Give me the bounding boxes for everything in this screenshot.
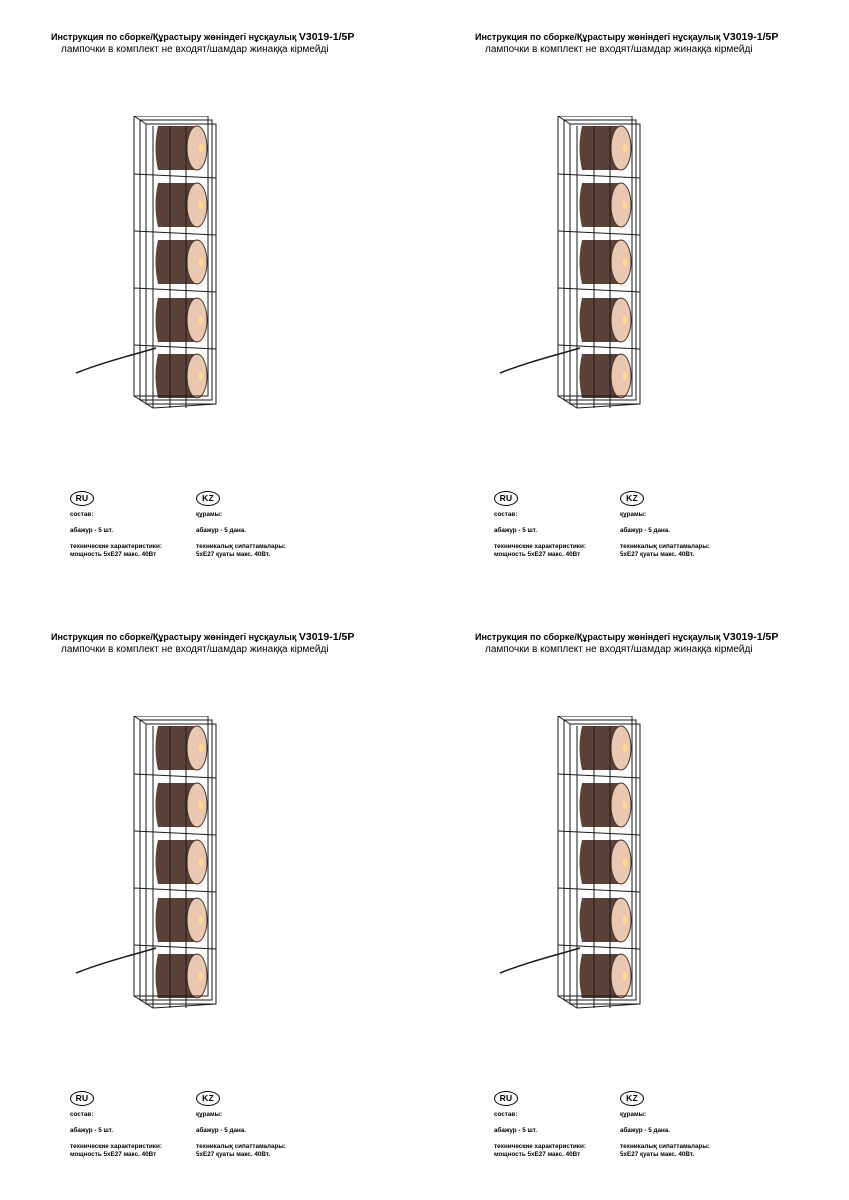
lamp-bulb-glow — [199, 316, 204, 324]
kz-composition-value: абажур - 5 дана. — [196, 527, 247, 534]
kz-specs-label: техникалық сипаттамалары: — [196, 1143, 286, 1150]
lamp-bulb-glow — [199, 916, 204, 924]
ru-language-badge: RU — [70, 1091, 94, 1106]
ru-language-badge: RU — [494, 491, 518, 506]
power-cable — [76, 948, 156, 973]
kz-specs-label: техникалық сипаттамалары: — [196, 543, 286, 550]
bulbs-not-included-note: лампочки в комплект не входят/шамдар жинаққа кірмейді — [485, 644, 753, 655]
bulbs-not-included-note: лампочки в комплект не входят/шамдар жинаққа кірмейді — [485, 44, 753, 55]
ru-composition-value: абажур - 5 шт. — [494, 527, 537, 534]
lamp-shade-opening — [611, 240, 631, 284]
lamp-shade-opening — [187, 726, 207, 770]
lamp-bulb-glow — [199, 258, 204, 266]
lamp-shade-opening — [611, 354, 631, 398]
lamp-shade-opening — [187, 840, 207, 884]
lamp-shade-opening — [187, 954, 207, 998]
floor-lamp-illustration — [498, 716, 658, 1016]
lamp-shade-opening — [187, 298, 207, 342]
model-number: V3019-1/5P — [298, 631, 355, 643]
kz-specs-value: 5хЕ27 қуаты макс. 40Вт. — [620, 1151, 695, 1158]
sheet-title: Инструкция по сборке/Құрастыру жөніндегі нұсқаулық V3019-1/5P — [475, 31, 779, 43]
lamp-bulb-glow — [623, 801, 628, 809]
ru-specs-label: технические характеристики: — [494, 543, 586, 550]
lamp-bulb-glow — [623, 972, 628, 980]
instruction-sheet-4 — [424, 600, 848, 1200]
instruction-sheet-1 — [0, 0, 424, 600]
ru-composition-value: абажур - 5 шт. — [70, 1127, 113, 1134]
kz-composition-value: абажур - 5 дана. — [196, 1127, 247, 1134]
kz-specs-label: техникалық сипаттамалары: — [620, 1143, 710, 1150]
power-cable — [500, 348, 580, 373]
ru-language-badge: RU — [494, 1091, 518, 1106]
floor-lamp-illustration — [498, 116, 658, 416]
bulbs-not-included-note: лампочки в комплект не входят/шамдар жинаққа кірмейді — [61, 644, 329, 655]
lamp-bulb-glow — [199, 372, 204, 380]
lamp-shade-opening — [611, 783, 631, 827]
lamp-shade-opening — [611, 298, 631, 342]
kz-specs-label: техникалық сипаттамалары: — [620, 543, 710, 550]
instruction-sheet-3 — [0, 600, 424, 1200]
ru-specs-value: мощность 5хЕ27 макс. 40Вт — [70, 1151, 157, 1158]
kz-composition-value: абажур - 5 дана. — [620, 1127, 671, 1134]
ru-specs-label: технические характеристики: — [70, 543, 162, 550]
lamp-bulb-glow — [199, 201, 204, 209]
lamp-shade-opening — [611, 183, 631, 227]
lamp-bulb-glow — [623, 144, 628, 152]
lamp-shade-opening — [611, 126, 631, 170]
ru-specs-value: мощность 5хЕ27 макс. 40Вт — [494, 1151, 581, 1158]
power-cable — [76, 348, 156, 373]
ru-specs-label: технические характеристики: — [70, 1143, 162, 1150]
kz-specs-value: 5хЕ27 қуаты макс. 40Вт. — [196, 551, 271, 558]
lamp-bulb-glow — [623, 372, 628, 380]
lamp-shade-opening — [187, 354, 207, 398]
ru-specs-label: технические характеристики: — [494, 1143, 586, 1150]
lamp-bulb-glow — [623, 316, 628, 324]
kz-composition-label: құрамы: — [196, 511, 223, 518]
lamp-shade-opening — [187, 240, 207, 284]
sheet-title: Инструкция по сборке/Құрастыру жөніндегі нұсқаулық V3019-1/5P — [51, 31, 355, 43]
kz-language-badge: KZ — [620, 491, 644, 506]
ru-composition-value: абажур - 5 шт. — [70, 527, 113, 534]
lamp-bulb-glow — [199, 744, 204, 752]
power-cable — [500, 948, 580, 973]
lamp-bulb-glow — [199, 972, 204, 980]
kz-language-badge: KZ — [620, 1091, 644, 1106]
sheet-title: Инструкция по сборке/Құрастыру жөніндегі нұсқаулық V3019-1/5P — [475, 631, 779, 643]
lamp-shade-opening — [611, 726, 631, 770]
ru-specs-value: мощность 5хЕ27 макс. 40Вт — [494, 551, 581, 558]
lamp-shade-opening — [611, 954, 631, 998]
bulbs-not-included-note: лампочки в комплект не входят/шамдар жинаққа кірмейді — [61, 44, 329, 55]
instruction-sheet-2 — [424, 0, 848, 600]
ru-composition-value: абажур - 5 шт. — [494, 1127, 537, 1134]
lamp-bulb-glow — [623, 258, 628, 266]
kz-composition-value: абажур - 5 дана. — [620, 527, 671, 534]
model-number: V3019-1/5P — [722, 31, 779, 43]
lamp-bulb-glow — [199, 144, 204, 152]
ru-specs-value: мощность 5хЕ27 макс. 40Вт — [70, 551, 157, 558]
kz-specs-value: 5хЕ27 қуаты макс. 40Вт. — [620, 551, 695, 558]
kz-language-badge: KZ — [196, 491, 220, 506]
kz-composition-label: құрамы: — [620, 1111, 647, 1118]
ru-composition-label: состав: — [494, 1111, 518, 1118]
kz-specs-value: 5хЕ27 қуаты макс. 40Вт. — [196, 1151, 271, 1158]
kz-composition-label: құрамы: — [196, 1111, 223, 1118]
lamp-bulb-glow — [623, 916, 628, 924]
lamp-shade-opening — [187, 126, 207, 170]
model-number: V3019-1/5P — [298, 31, 355, 43]
lamp-bulb-glow — [623, 201, 628, 209]
ru-composition-label: состав: — [70, 1111, 94, 1118]
lamp-shade-opening — [611, 898, 631, 942]
lamp-bulb-glow — [623, 744, 628, 752]
lamp-shade-opening — [187, 783, 207, 827]
lamp-bulb-glow — [199, 858, 204, 866]
kz-language-badge: KZ — [196, 1091, 220, 1106]
lamp-shade-opening — [187, 183, 207, 227]
lamp-bulb-glow — [623, 858, 628, 866]
sheet-title: Инструкция по сборке/Құрастыру жөніндегі нұсқаулық V3019-1/5P — [51, 631, 355, 643]
ru-composition-label: состав: — [70, 511, 94, 518]
model-number: V3019-1/5P — [722, 631, 779, 643]
lamp-bulb-glow — [199, 801, 204, 809]
kz-composition-label: құрамы: — [620, 511, 647, 518]
lamp-shade-opening — [187, 898, 207, 942]
lamp-shade-opening — [611, 840, 631, 884]
floor-lamp-illustration — [74, 716, 234, 1016]
ru-language-badge: RU — [70, 491, 94, 506]
floor-lamp-illustration — [74, 116, 234, 416]
ru-composition-label: состав: — [494, 511, 518, 518]
